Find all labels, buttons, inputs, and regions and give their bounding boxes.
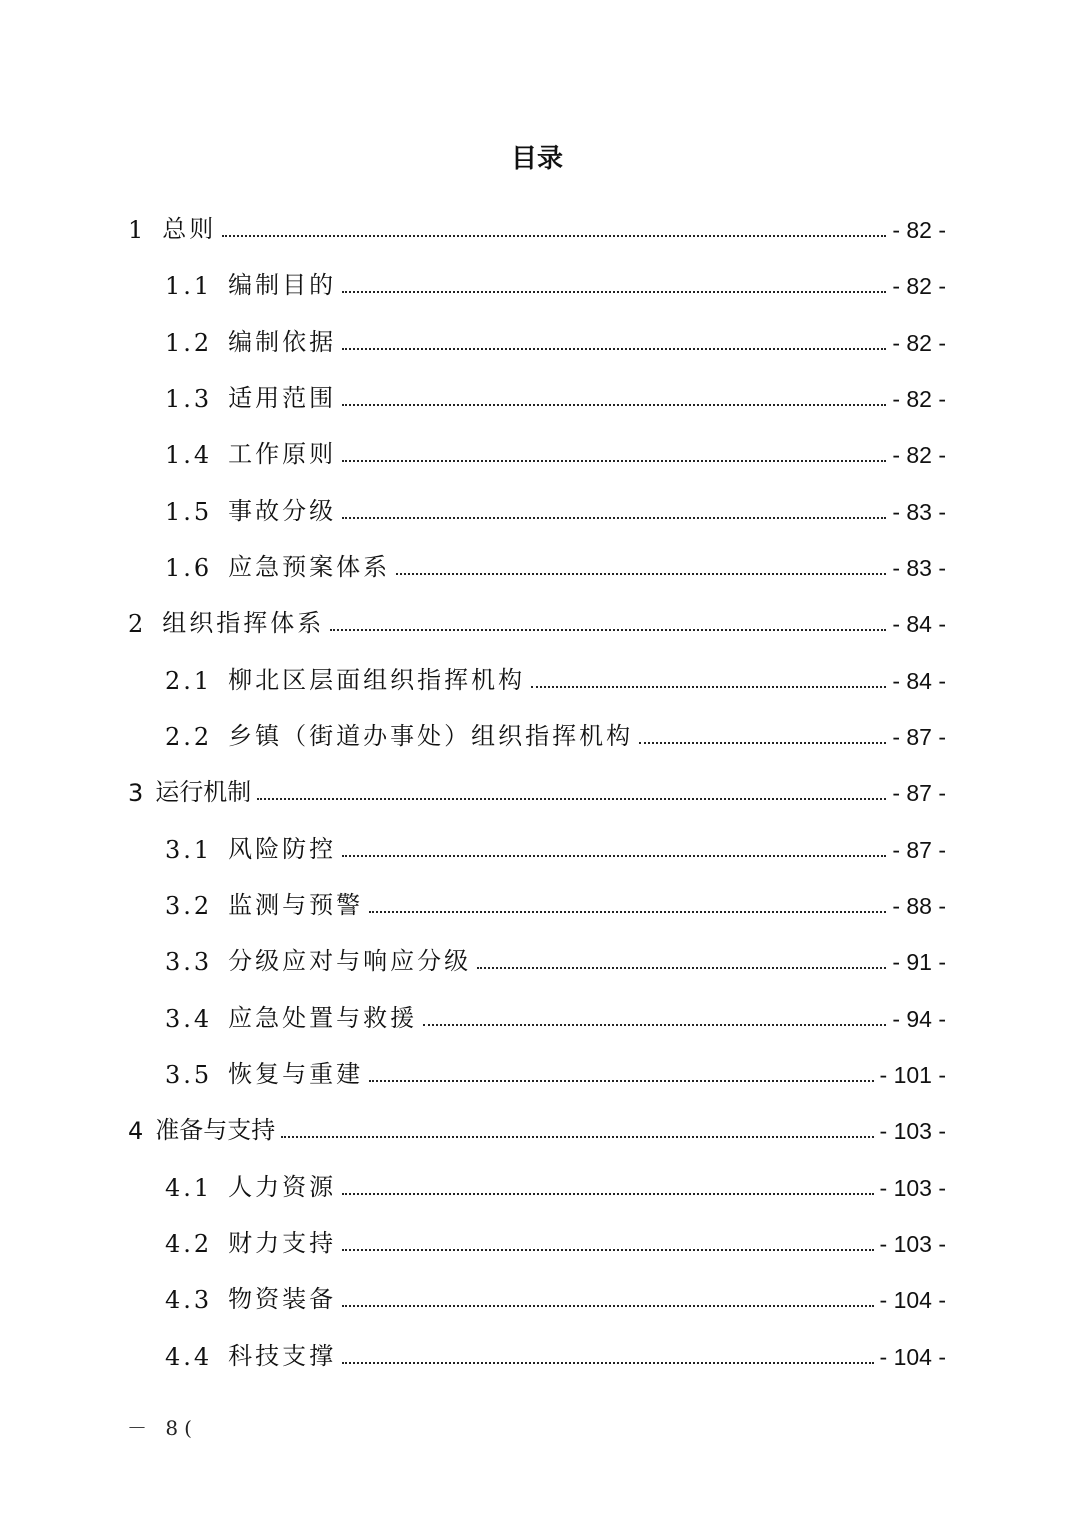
toc-entry-page: - 82 - [892, 330, 946, 356]
dot-leader [342, 1193, 873, 1195]
toc-entry-title: 分级应对与响应分级 [228, 947, 472, 975]
toc-entry-title: 乡镇（街道办事处）组织指挥机构 [228, 722, 634, 750]
toc-entry-1-2[interactable] [165, 301, 946, 357]
toc-entry-number: 2.1 [165, 667, 213, 695]
toc-entry-number: 3.2 [165, 892, 213, 920]
toc-entry-title: 工作原则 [228, 440, 337, 468]
toc-entry-page: - 87 - [892, 780, 946, 806]
toc-entry-number: 1.3 [165, 385, 213, 413]
toc-entry-number: 1.5 [165, 498, 213, 526]
toc-entry-page: - 104 - [879, 1344, 946, 1370]
toc-entry-number: 1.4 [165, 441, 213, 469]
toc-entry-title: 柳北区层面组织指挥机构 [228, 666, 526, 694]
toc-entry-number: 4.1 [165, 1174, 213, 1202]
dot-leader [531, 686, 886, 688]
toc-entry-number: 1.1 [165, 272, 213, 300]
toc-entry-3-4[interactable] [165, 977, 946, 1033]
toc-entry-number: 3.3 [165, 948, 213, 976]
toc-entry-title: 监测与预警 [228, 891, 364, 919]
toc-entry-number: 4.4 [165, 1343, 213, 1371]
toc-entry-page: - 88 - [892, 893, 946, 919]
dot-leader [342, 1305, 873, 1307]
toc-entry-title: 运行机制 [155, 778, 252, 806]
toc-entry-2-2[interactable] [165, 695, 946, 751]
toc-entry-1-5[interactable] [165, 470, 946, 526]
toc-entry-page: - 103 - [879, 1175, 946, 1201]
toc-entry-page: - 83 - [892, 555, 946, 581]
toc-entry-page: - 83 - [892, 499, 946, 525]
dot-leader [257, 798, 886, 800]
toc-entry-title: 编制目的 [228, 271, 337, 299]
toc-entry-title: 物资装备 [228, 1285, 337, 1313]
dot-leader [369, 1080, 873, 1082]
toc-entry-title: 事故分级 [228, 497, 337, 525]
toc-entry-3-2[interactable] [165, 864, 946, 920]
dot-leader [342, 460, 886, 462]
dot-leader [342, 855, 886, 857]
toc-entry-page: - 82 - [892, 217, 946, 243]
dot-leader [423, 1024, 886, 1026]
toc-entry-title: 应急预案体系 [228, 553, 391, 581]
toc-entry-2[interactable] [128, 582, 946, 638]
toc-entry-page: - 87 - [892, 837, 946, 863]
dot-leader [342, 517, 886, 519]
toc-entry-number: 4.3 [165, 1286, 213, 1314]
dot-leader [222, 235, 886, 237]
toc-entry-number: 3.5 [165, 1061, 213, 1089]
toc-entry-page: - 104 - [879, 1287, 946, 1313]
dot-leader [342, 1249, 873, 1251]
toc-entry-4-4[interactable] [165, 1315, 946, 1371]
toc-entry-4-2[interactable] [165, 1202, 946, 1258]
toc-entry-4-1[interactable] [165, 1146, 946, 1202]
toc-entry-1-3[interactable] [165, 357, 946, 413]
page-number-footer: － 8( [127, 1416, 198, 1440]
toc-entry-page: - 94 - [892, 1006, 946, 1032]
toc-entry-title: 风险防控 [228, 835, 337, 863]
toc-entry-number: 2.2 [165, 723, 213, 751]
toc-entry-3-3[interactable] [165, 920, 946, 976]
toc-entry-page: - 103 - [879, 1118, 946, 1144]
dot-leader [330, 629, 886, 631]
toc-entry-1-4[interactable] [165, 413, 946, 469]
toc-entry-2-1[interactable] [165, 639, 946, 695]
dot-leader [477, 967, 886, 969]
dot-leader [639, 742, 886, 744]
toc-entry-page: - 101 - [879, 1062, 946, 1088]
toc-entry-number: 1 [128, 216, 147, 244]
toc-entry-number: 4.2 [165, 1230, 213, 1258]
toc-entry-4-3[interactable] [165, 1258, 946, 1314]
toc-entry-page: - 103 - [879, 1231, 946, 1257]
dot-leader [281, 1136, 873, 1138]
dot-leader [342, 348, 886, 350]
toc-entry-number: 1.6 [165, 554, 213, 582]
toc-entry-title: 科技支撑 [228, 1342, 337, 1370]
toc-entry-title: 应急处置与救援 [228, 1004, 418, 1032]
toc-entry-title: 恢复与重建 [228, 1060, 364, 1088]
toc-entry-1-1[interactable] [165, 244, 946, 300]
toc-entry-1-6[interactable] [165, 526, 946, 582]
toc-entry-3-5[interactable] [165, 1033, 946, 1089]
toc-entry-1[interactable] [128, 188, 946, 244]
toc-entry-title: 组织指挥体系 [162, 609, 325, 637]
toc-entry-3-1[interactable] [165, 808, 946, 864]
toc-entry-3[interactable] [128, 751, 946, 807]
toc-entry-title: 适用范围 [228, 384, 337, 412]
page-title: 目录 [510, 144, 563, 174]
toc-entry-4[interactable] [128, 1089, 946, 1145]
toc-entry-number: 2 [128, 610, 147, 638]
toc-entry-title: 编制依据 [228, 328, 337, 356]
toc-entry-page: - 87 - [892, 724, 946, 750]
dot-leader [342, 1362, 873, 1364]
toc-entry-number: 3.1 [165, 836, 213, 864]
toc-entry-page: - 84 - [892, 668, 946, 694]
toc-entry-number: 3 [128, 779, 144, 807]
toc-entry-page: - 82 - [892, 386, 946, 412]
toc-entry-page: - 91 - [892, 949, 946, 975]
toc-entry-title: 人力资源 [228, 1173, 337, 1201]
dot-leader [342, 291, 886, 293]
toc-entry-page: - 82 - [892, 442, 946, 468]
toc-entry-title: 总则 [162, 215, 217, 243]
toc-entry-number: 1.2 [165, 329, 213, 357]
dot-leader [342, 404, 886, 406]
toc-entry-page: - 82 - [892, 273, 946, 299]
toc-entry-title: 准备与支持 [155, 1116, 276, 1144]
toc-entry-page: - 84 - [892, 611, 946, 637]
toc-entry-number: 3.4 [165, 1005, 213, 1033]
dot-leader [369, 911, 886, 913]
toc-entry-number: 4 [128, 1117, 144, 1145]
toc-entry-title: 财力支持 [228, 1229, 337, 1257]
dot-leader [396, 573, 886, 575]
